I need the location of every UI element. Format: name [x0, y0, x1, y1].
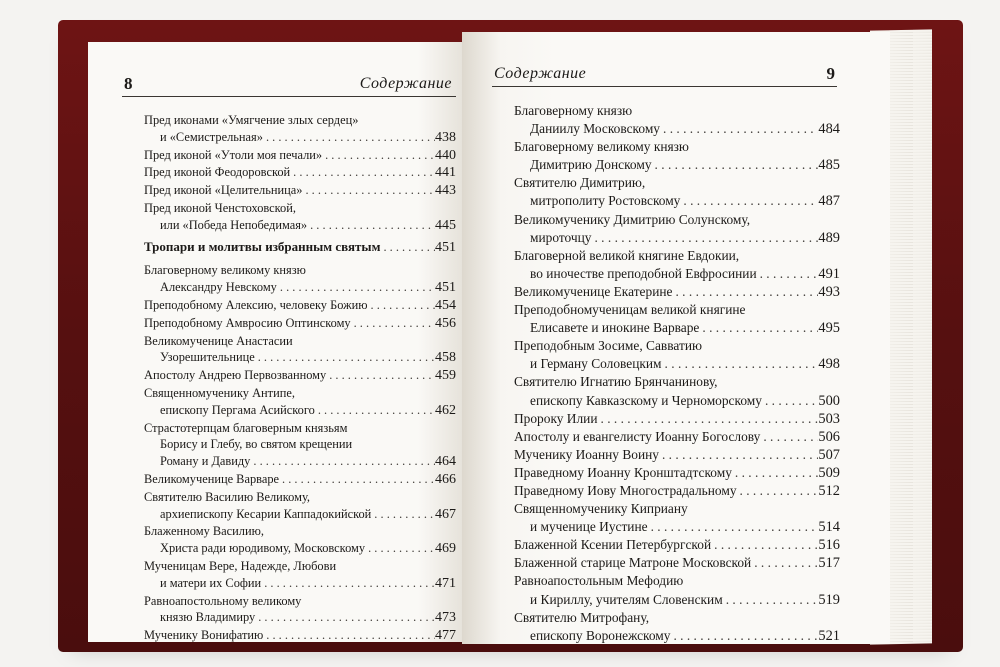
toc-entry-text: Праведному Иову Многострадальному: [514, 482, 737, 498]
dot-leader: [652, 156, 819, 174]
dot-leader: [662, 355, 819, 373]
toc-page-number: 456: [435, 315, 456, 331]
toc-entry-text: Мученицам Вере, Надежде, Любови: [144, 558, 337, 573]
toc-entry-text: Великомученице Варваре: [144, 471, 280, 486]
dot-leader: [302, 182, 435, 199]
toc-page-number: 489: [818, 229, 840, 246]
dot-leader: [371, 506, 435, 523]
toc-entry-text: Равноапостольному великому: [144, 593, 302, 608]
toc-page-number: 517: [818, 555, 840, 572]
dot-leader: [680, 192, 818, 210]
toc-page-number: 440: [435, 147, 456, 163]
toc-entry: [514, 482, 840, 500]
toc-entry-text: Преподобному Алексию, человеку Божию: [144, 297, 368, 312]
toc-entry-text: мироточцу: [530, 229, 592, 245]
toc-entry: [514, 337, 840, 373]
toc-entry-text: во иночестве преподобной Евфросинии: [530, 265, 757, 281]
toc-entry: [144, 385, 456, 420]
toc-entry-text: Блаженной Ксении Петербургской: [514, 537, 712, 553]
toc-entry-text: и Герману Соловецким: [530, 356, 662, 372]
toc-entry-text: Святителю Митрофану,: [514, 609, 650, 625]
toc-page-number: 459: [435, 368, 456, 384]
toc-entry-text: Апостолу Андрею Первозванному: [144, 368, 327, 383]
toc-entry: [144, 297, 456, 315]
toc-page-number: 503: [818, 410, 840, 427]
toc-entry-text: Апостолу и евангелисту Иоанну Богослову: [514, 428, 761, 444]
toc-entry: [514, 536, 840, 554]
toc-entry-text: Даниилу Московскому: [530, 121, 660, 137]
toc-entry: [514, 174, 840, 210]
toc-entry: [144, 112, 456, 147]
toc-entry-text: Преподобному Амвросию Оптинскому: [144, 315, 351, 330]
toc-page-number: 491: [818, 265, 840, 282]
dot-leader: [598, 410, 819, 428]
toc-page-number: 451: [435, 280, 456, 296]
toc-entry-text: епископу Пергама Асийского: [160, 402, 315, 417]
left-page: [88, 42, 463, 642]
toc-entry: [144, 593, 456, 628]
toc-page-number: 484: [818, 121, 840, 138]
toc-entry: [514, 446, 840, 464]
toc-entry-text: Преподобномученицам великой княгине: [514, 302, 746, 318]
toc-entry: [514, 373, 840, 409]
toc-entry-text: Святителю Василию Великому,: [144, 489, 311, 504]
dot-leader: [326, 367, 435, 384]
toc-page-number: 462: [435, 402, 456, 418]
toc-entry-text: Димитрию Донскому: [530, 157, 652, 173]
toc-page-number: 519: [818, 591, 840, 608]
toc-entry-text: Елисавете и инокине Варваре: [530, 320, 700, 336]
toc-entry: [514, 572, 840, 608]
dot-leader: [380, 239, 435, 256]
dot-leader: [648, 518, 819, 536]
dot-leader: [368, 297, 435, 314]
dot-leader: [255, 349, 435, 366]
left-page-title: Содержание: [359, 75, 452, 92]
toc-page-number: 507: [818, 446, 840, 463]
toc-page-number: 454: [435, 297, 456, 313]
dot-leader: [322, 147, 435, 164]
toc-entry: [144, 523, 456, 558]
toc-entry: [514, 247, 840, 283]
toc-page-number: 473: [435, 610, 456, 626]
toc-entry: [514, 410, 840, 428]
toc-entry-text: Пред иконой «Целительница»: [144, 183, 303, 198]
toc-page-number: 495: [818, 320, 840, 337]
dot-leader: [762, 392, 818, 410]
toc-entry: [144, 367, 456, 385]
toc-entry-text: и мученице Иустине: [530, 519, 648, 535]
toc-entry: [514, 428, 840, 446]
toc-page-number: 514: [818, 519, 840, 536]
right-page-header: [492, 62, 837, 87]
toc-entry-text: Равноапостольным Мефодию: [514, 573, 684, 589]
toc-page-number: 485: [818, 157, 840, 174]
left-page-header: [122, 72, 456, 97]
toc-entry-text: митрополиту Ростовскому: [530, 193, 681, 209]
toc-entry-text: Мученику Вонифатию: [144, 628, 264, 642]
right-page-number: 9: [826, 64, 835, 83]
dot-leader: [660, 120, 818, 138]
toc-page-number: 466: [435, 471, 456, 487]
toc-entry: [144, 489, 456, 524]
toc-entry: [144, 164, 456, 182]
dot-leader: [250, 453, 435, 470]
toc-entry-text: Пред иконами «Умягчение злых сердец»: [144, 113, 359, 127]
toc-entry-text: Великомученице Екатерине: [514, 283, 673, 299]
toc-entry-text: Пред иконой Феодоровской: [144, 165, 291, 180]
toc-entry-text: Великомученику Димитрию Солунскому,: [514, 211, 751, 227]
dot-leader: [737, 482, 819, 500]
toc-page-number: 477: [435, 628, 456, 642]
toc-page-number: 506: [818, 428, 840, 445]
toc-page-number: 458: [435, 350, 456, 366]
dot-leader: [659, 446, 818, 464]
toc-entry: [144, 200, 456, 235]
toc-entry: [144, 262, 456, 297]
toc-entry-text: Пред иконой «Утоли моя печали»: [144, 147, 323, 162]
toc-entry: [514, 554, 840, 572]
toc-entry-text: Пред иконой Ченстоховской,: [144, 200, 296, 215]
dot-leader: [760, 428, 818, 446]
toc-page-number: 521: [818, 627, 840, 644]
toc-entry: [514, 464, 840, 482]
toc-entry-text: епископу Кавказскому и Черноморскому: [530, 392, 762, 408]
toc-entry: [514, 102, 840, 138]
left-page-number: 8: [124, 74, 133, 93]
dot-leader: [757, 265, 819, 283]
toc-page-number: 464: [435, 454, 456, 470]
right-toc: [514, 102, 840, 644]
toc-entry: [144, 315, 456, 333]
toc-entry-text: Узорешительнице: [160, 350, 255, 365]
toc-entry: [144, 333, 456, 368]
toc-entry: [144, 147, 456, 165]
toc-entry: [514, 500, 840, 536]
dot-leader: [751, 554, 818, 572]
toc-page-number: 441: [435, 165, 456, 181]
toc-entry: [144, 182, 456, 200]
dot-leader: [732, 464, 819, 482]
toc-entry-text: Священномученику Антипе,: [144, 385, 295, 400]
dot-leader: [711, 536, 818, 554]
toc-entry-text: Христа ради юродивому, Московскому: [160, 541, 366, 556]
dot-leader: [263, 129, 435, 146]
toc-entry: [144, 420, 456, 471]
toc-entry-text: Тропари и молитвы избранным святым: [144, 238, 381, 254]
left-toc: [144, 112, 456, 642]
toc-entry-text: Благоверному князю: [514, 103, 633, 118]
toc-entry-text: князю Владимиру: [160, 610, 256, 625]
dot-leader: [307, 217, 435, 234]
dot-leader: [315, 402, 435, 419]
right-page-title: Содержание: [494, 65, 587, 82]
toc-page-number: 516: [818, 537, 840, 554]
toc-entry-text: Великомученице Анастасии: [144, 333, 293, 348]
dot-leader: [670, 627, 818, 644]
dot-leader: [365, 540, 435, 557]
dot-leader: [261, 575, 435, 592]
toc-entry: [514, 283, 840, 301]
dot-leader: [290, 164, 435, 181]
dot-leader: [263, 627, 435, 642]
toc-entry-text: Святителю Игнатию Брянчанинову,: [514, 374, 718, 390]
toc-entry-text: Благоверному великому князю: [144, 263, 306, 278]
toc-entry: [514, 211, 840, 247]
dot-leader: [279, 471, 435, 488]
toc-entry-text: Преподобным Зосиме, Савватию: [514, 338, 703, 354]
toc-entry-text: Борису и Глебу, во святом крещении: [160, 437, 353, 452]
toc-entry-text: Пророку Илии: [514, 410, 598, 426]
toc-page-number: 487: [818, 193, 840, 210]
toc-page-number: 469: [435, 541, 456, 557]
toc-entry: [514, 301, 840, 337]
toc-entry-text: Блаженной старице Матроне Московской: [514, 555, 752, 571]
right-page: [462, 32, 890, 644]
toc-page-number: 438: [435, 129, 456, 145]
dot-leader: [277, 279, 435, 296]
toc-entry-text: Роману и Давиду: [160, 454, 251, 469]
dot-leader: [351, 315, 435, 332]
toc-entry: [514, 609, 840, 644]
toc-entry-text: Мученику Иоанну Воину: [514, 446, 659, 462]
toc-entry: [514, 138, 840, 174]
dot-leader: [699, 319, 818, 337]
toc-entry-text: и матери их Софии: [160, 575, 262, 590]
toc-page-number: 471: [435, 575, 456, 591]
toc-entry: [144, 627, 456, 642]
toc-entry: [144, 471, 456, 489]
toc-page-number: 445: [435, 217, 456, 233]
toc-entry-text: Священномученику Киприану: [514, 501, 688, 517]
toc-page-number: 509: [818, 464, 840, 481]
toc-entry-text: Праведному Иоанну Кронштадтскому: [514, 464, 732, 480]
toc-entry-text: епископу Воронежскому: [530, 627, 671, 643]
toc-entry-text: Александру Невскому: [160, 280, 277, 295]
toc-page-number: 451: [435, 239, 456, 255]
toc-page-number: 500: [818, 392, 840, 409]
toc-entry-text: Святителю Димитрию,: [514, 175, 646, 191]
toc-entry-text: архиепископу Кесарии Каппадокийской: [160, 506, 372, 521]
toc-entry: [144, 558, 456, 593]
dot-leader: [591, 229, 818, 247]
dot-leader: [672, 283, 818, 301]
toc-entry-text: Блаженному Василию,: [144, 524, 264, 539]
toc-entry-text: Благоверному великому князю: [514, 139, 689, 155]
toc-section-heading: [144, 239, 456, 257]
toc-entry-text: или «Победа Непобедимая»: [160, 217, 308, 232]
toc-entry-text: Благоверной великой княгине Евдокии,: [514, 247, 740, 263]
toc-page-number: 512: [818, 482, 840, 499]
toc-entry-text: Страстотерпцам благоверным князьям: [144, 420, 348, 435]
toc-page-number: 443: [435, 183, 456, 199]
dot-leader: [255, 609, 435, 626]
toc-page-number: 467: [435, 506, 456, 522]
toc-page-number: 498: [818, 356, 840, 373]
toc-page-number: 493: [818, 283, 840, 300]
dot-leader: [723, 591, 819, 609]
toc-entry-text: и Кириллу, учителям Словенским: [530, 591, 723, 607]
toc-entry-text: и «Семистрельная»: [160, 129, 263, 144]
